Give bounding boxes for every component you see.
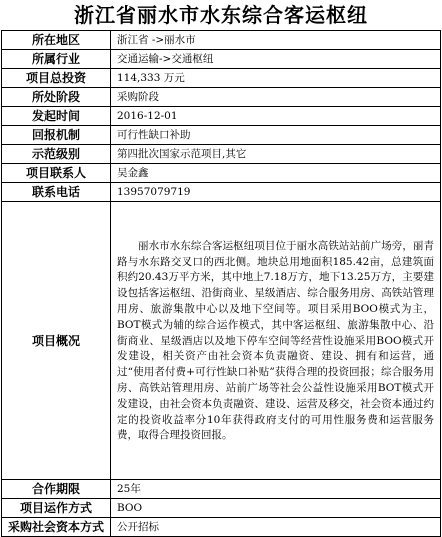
table-row — [2, 145, 441, 164]
row-value-industry: 交通运输->交通枢纽 — [111, 50, 441, 69]
row-label-demo-level: 示范级别 — [2, 145, 111, 164]
table-row — [2, 518, 441, 537]
table-row — [2, 31, 441, 50]
row-value-region: 浙江省 ->丽水市 — [111, 31, 441, 50]
row-label-phone: 联系电话 — [2, 183, 111, 202]
row-value-return-mechanism: 可行性缺口补助 — [111, 126, 441, 145]
row-label-overview: 项目概况 — [2, 202, 111, 480]
row-label-start-date: 发起时间 — [2, 107, 111, 126]
table-row — [2, 183, 441, 202]
table-row — [2, 107, 441, 126]
row-value-start-date: 2016-12-01 — [111, 107, 441, 126]
table-row — [2, 480, 441, 499]
row-value-phone: 13957079719 — [111, 183, 441, 202]
row-label-industry: 所属行业 — [2, 50, 111, 69]
table-row-overview — [2, 202, 441, 480]
table-row — [2, 88, 441, 107]
row-label-stage: 所处阶段 — [2, 88, 111, 107]
row-label-return-mechanism: 回报机制 — [2, 126, 111, 145]
row-value-total-investment: 114,333 万元 — [111, 69, 441, 88]
row-value-contact: 吴金鑫 — [111, 164, 441, 183]
row-label-operation-mode: 项目运作方式 — [2, 499, 111, 518]
row-label-region: 所在地区 — [2, 31, 111, 50]
overview-paragraph: 丽水市水东综合客运枢纽项目位于丽水高铁站站前广场旁，丽青路与水东路交叉口的西北侧。地块总用地面积185.42亩，总建筑面积约20.43万平方米，其中地上7.18万方，地下13.25万方，主要建设包括客运枢纽、沿街商业、星级酒店、综合服务用房、高铁站管理用房、旅游集散中心以及地下空间等。项目采用BOO模式为主，BOT模式为辅的综合运作模式，其中客运枢纽、旅游集散中心、沿街商业、星级酒店以及地下停车空间等经营性设施采用BOO模式开发建设，相关资产由社会资本负责融资、建设、拥有和运营，通过“使用者付费+可行性缺口补贴”获得合理的投资回报；综合服务用房、高铁站管理用房、站前广场等社会公益性设施采用BOT模式开发建设，由社会资本负责融资、建设、运营及移交，社会资本通过约定的投资收益率分10年获得政府支付的可用性服务费和运营服务费，取得合理投资回报。 — [117, 239, 434, 442]
row-value-procurement: 公开招标 — [111, 518, 441, 537]
row-value-overview — [111, 202, 441, 480]
row-label-total-investment: 项目总投资 — [2, 69, 111, 88]
row-value-term: 25年 — [111, 480, 441, 499]
project-info-table — [1, 30, 441, 537]
table-row — [2, 499, 441, 518]
table-row — [2, 69, 441, 88]
page-title: 浙江省丽水市水东综合客运枢纽 — [74, 3, 368, 27]
table-row — [2, 126, 441, 145]
row-value-stage: 采购阶段 — [111, 88, 441, 107]
table-row — [2, 50, 441, 69]
table-row — [2, 164, 441, 183]
row-label-term: 合作期限 — [2, 480, 111, 499]
row-label-contact: 项目联系人 — [2, 164, 111, 183]
row-value-operation-mode: BOO — [111, 499, 441, 518]
row-label-procurement: 采购社会资本方式 — [2, 518, 111, 537]
row-value-demo-level: 第四批次国家示范项目,其它 — [111, 145, 441, 164]
